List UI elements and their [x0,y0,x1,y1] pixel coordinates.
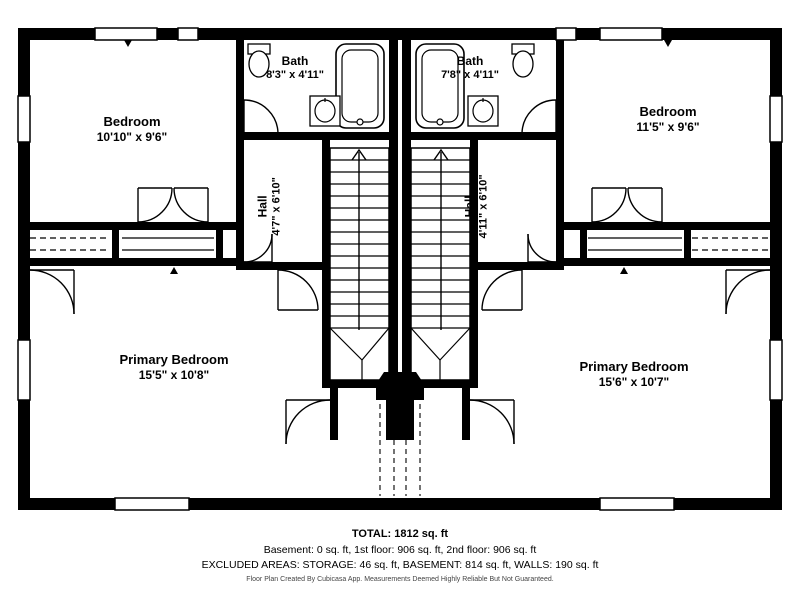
room-name-text: Bedroom [639,104,697,119]
room-dims-text: 4'11" x 6'10" [477,174,490,239]
room-dims-text: 10'10" x 9'6" [96,130,168,145]
footer-breakdown: Basement: 0 sq. ft, 1st floor: 906 sq. ft, 2nd floor: 906 sq. ft [263,544,537,556]
room-dims-text: 4'7" x 6'10" [270,177,283,236]
room-name-text: Bath [456,54,484,68]
room-dims-text: 8'3" x 4'11" [266,69,324,81]
stair-landing-block [376,372,424,440]
room-name-text: Bedroom [103,114,161,129]
footer-credit: Floor Plan Created By Cubicasa App. Measurements Deemed Highly Reliable But Not Guaranteed. [246,576,554,583]
room-dims-text: 15'6" x 10'7" [598,375,670,390]
footer-total: TOTAL: 1812 sq. ft [351,528,449,540]
closet-rods [30,238,770,250]
bath-right-fixtures [416,44,534,128]
room-dims-text: 11'5" x 9'6" [636,120,700,135]
room-name-text: Primary Bedroom [579,359,689,374]
room-name-text: Bath [281,54,309,68]
footer-excluded: EXCLUDED AREAS: STORAGE: 46 sq. ft, BASEMENT: 814 sq. ft, WALLS: 190 sq. ft [201,559,599,571]
room-dims-text: 15'5" x 10'8" [138,368,210,383]
room-name-text: Primary Bedroom [119,352,229,367]
room-name-text: Hall [255,195,270,218]
staircase [330,148,470,380]
bath-left-fixtures [248,44,384,128]
room-name-text: Hall [462,195,477,218]
room-dims-text: 7'8" x 4'11" [441,69,499,81]
